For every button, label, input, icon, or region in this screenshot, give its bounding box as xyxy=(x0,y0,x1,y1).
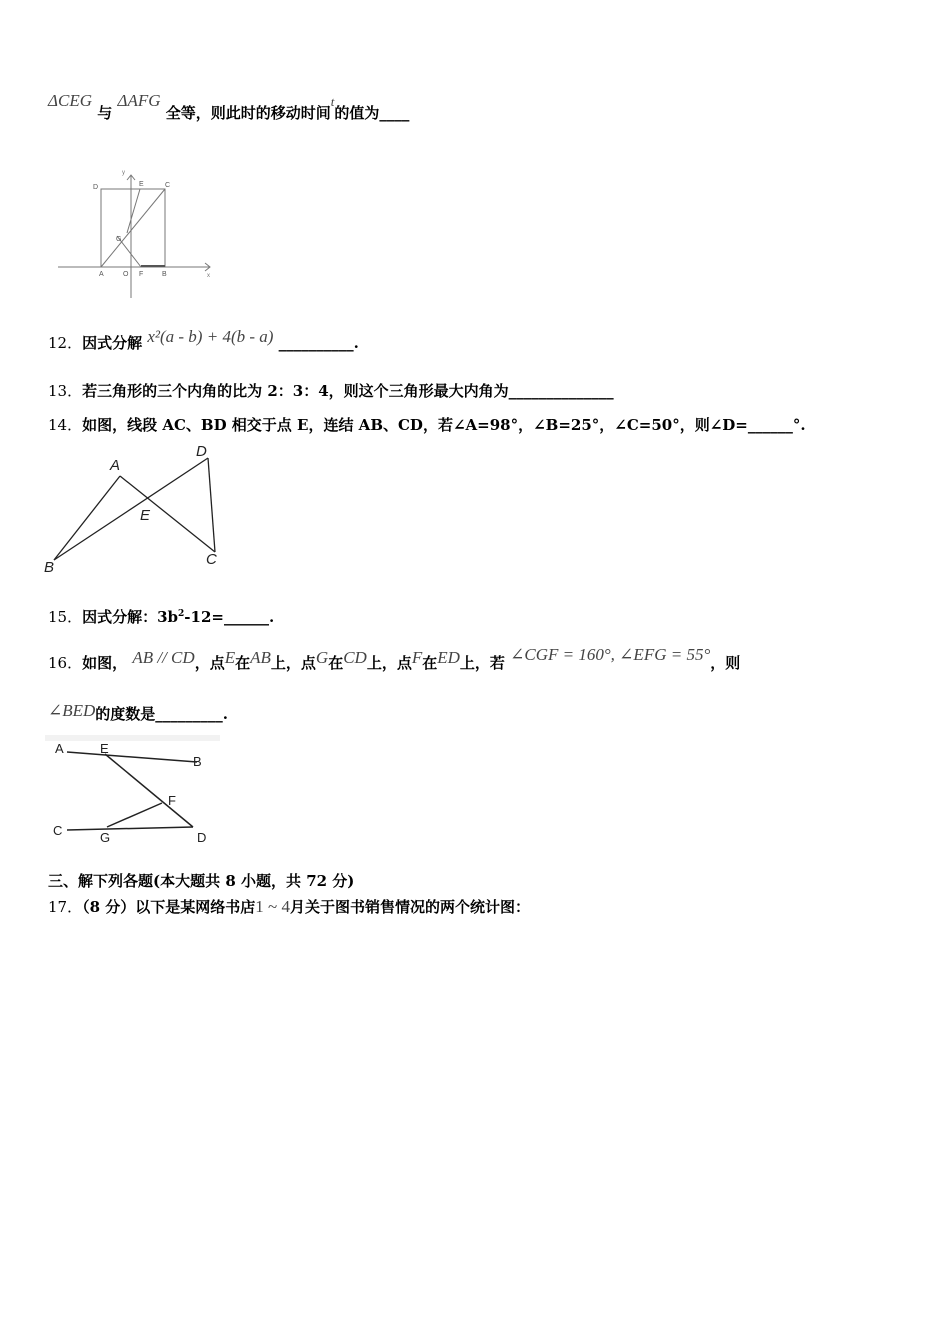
label-f: F xyxy=(139,271,144,278)
var-t: t xyxy=(330,94,335,109)
label-b: B xyxy=(162,271,167,278)
q15-line xyxy=(48,606,274,627)
label-e: E xyxy=(100,741,109,756)
triangle-afg: ΔAFG xyxy=(117,91,161,110)
label-e: E xyxy=(140,507,151,524)
q16-text-h: 上，若 xyxy=(459,654,505,672)
q16-math-angles: ∠CGF = 160°, ∠EFG = 55° xyxy=(510,645,711,664)
q16-math-ab-parallel-cd: AB // CD xyxy=(132,648,195,667)
q11-text1: 全等，则此时的移动时间 xyxy=(165,104,331,122)
q16-number: 16． xyxy=(48,654,83,672)
q14-number: 14． xyxy=(48,416,83,434)
label-a: A xyxy=(99,271,104,278)
q14-text: 如图，线段 AC、BD 相交于点 E，连结 AB、CD，若∠A=98°，∠B=25°，∠C=50°，则∠D=______°. xyxy=(82,416,806,434)
q16-math-bed: ∠BED xyxy=(48,701,96,720)
q13-line xyxy=(48,380,614,401)
section-3-title: 三、解下列各题(本大题共 8 小题，共 72 分) xyxy=(48,872,355,890)
scan-strip xyxy=(45,735,220,741)
q15-number: 15． xyxy=(48,608,83,626)
label-d: D xyxy=(196,443,207,460)
segment-eg xyxy=(127,189,140,233)
q12-line xyxy=(48,327,359,353)
q15-exponent: 2 xyxy=(178,609,185,619)
figure-14-crossing-segments xyxy=(40,440,230,580)
segment-dc xyxy=(208,458,215,552)
q16-text-j: 的度数是_________. xyxy=(95,705,229,723)
q11-line xyxy=(48,91,410,123)
q16-text-a: 如图， xyxy=(82,654,128,672)
q12-text: 因式分解 xyxy=(82,334,143,352)
q13-number: 13． xyxy=(48,382,83,400)
q16-math-ab: AB xyxy=(250,648,271,667)
q16-text-c: 在 xyxy=(235,654,251,672)
label-o: O xyxy=(123,271,129,278)
label-b: B xyxy=(193,754,202,769)
q16-text-f: 上，点 xyxy=(366,654,412,672)
q16-math-g: G xyxy=(315,648,329,667)
label-d: D xyxy=(93,184,99,191)
q17-range: 1 ~ 4 xyxy=(255,897,290,916)
segment-ac xyxy=(101,189,165,267)
segment-gf xyxy=(107,803,162,827)
label-c: C xyxy=(206,551,217,568)
label-x: x xyxy=(207,273,210,279)
q11-text2: 的值为____ xyxy=(334,104,410,122)
q16-math-cd: CD xyxy=(343,648,367,667)
q16-text-i: ，则 xyxy=(710,654,741,672)
label-c: C xyxy=(165,182,171,189)
q17-number: 17． xyxy=(48,898,83,916)
q14-line xyxy=(48,414,806,435)
figure-11-coordinate-diagram xyxy=(55,160,220,300)
q16-math-e: E xyxy=(224,648,236,667)
label-c: C xyxy=(53,823,63,838)
q16-line-2 xyxy=(48,703,228,724)
line-ab xyxy=(67,752,197,762)
q16-math-f: F xyxy=(411,648,423,667)
label-f: F xyxy=(168,793,176,808)
q15-text-after: -12=______. xyxy=(184,608,275,626)
label-g: G xyxy=(100,830,111,845)
q16-text-e: 在 xyxy=(328,654,344,672)
figure-16-parallel-lines xyxy=(45,735,220,850)
segment-ed xyxy=(105,754,193,827)
q17-text-a: （8 分）以下是某网络书店 xyxy=(82,898,256,916)
label-g: G xyxy=(116,236,122,243)
q16-text-b: ，点 xyxy=(194,654,225,672)
q16-line xyxy=(48,645,741,673)
q13-text: 若三角形的三个内角的比为 2：3：4，则这个三角形最大内角为______________ xyxy=(82,382,614,400)
segment-ac xyxy=(120,476,215,552)
q16-text-g: 在 xyxy=(422,654,438,672)
line-cd xyxy=(67,827,193,830)
label-a: A xyxy=(55,741,64,756)
label-y: y xyxy=(122,170,125,176)
q15-text-before: 因式分解：3b xyxy=(82,608,179,626)
label-d: D xyxy=(197,830,207,845)
segment-bd xyxy=(54,458,208,560)
q12-number: 12． xyxy=(48,334,83,352)
q17-line xyxy=(48,896,530,917)
label-b: B xyxy=(44,559,55,576)
label-a: A xyxy=(110,457,121,474)
q16-text-d: 上，点 xyxy=(270,654,316,672)
q17-text-b: 月关于图书销售情况的两个统计图： xyxy=(289,898,530,916)
q12-blank: __________. xyxy=(278,334,359,352)
q11-conj: 与 xyxy=(97,104,113,122)
q16-math-ed: ED xyxy=(437,648,460,667)
segment-ab xyxy=(54,476,120,560)
triangle-ceg: ΔCEG xyxy=(48,91,92,110)
q12-expression: x²(a - b) + 4(b - a) xyxy=(147,327,274,346)
label-e: E xyxy=(139,181,144,188)
